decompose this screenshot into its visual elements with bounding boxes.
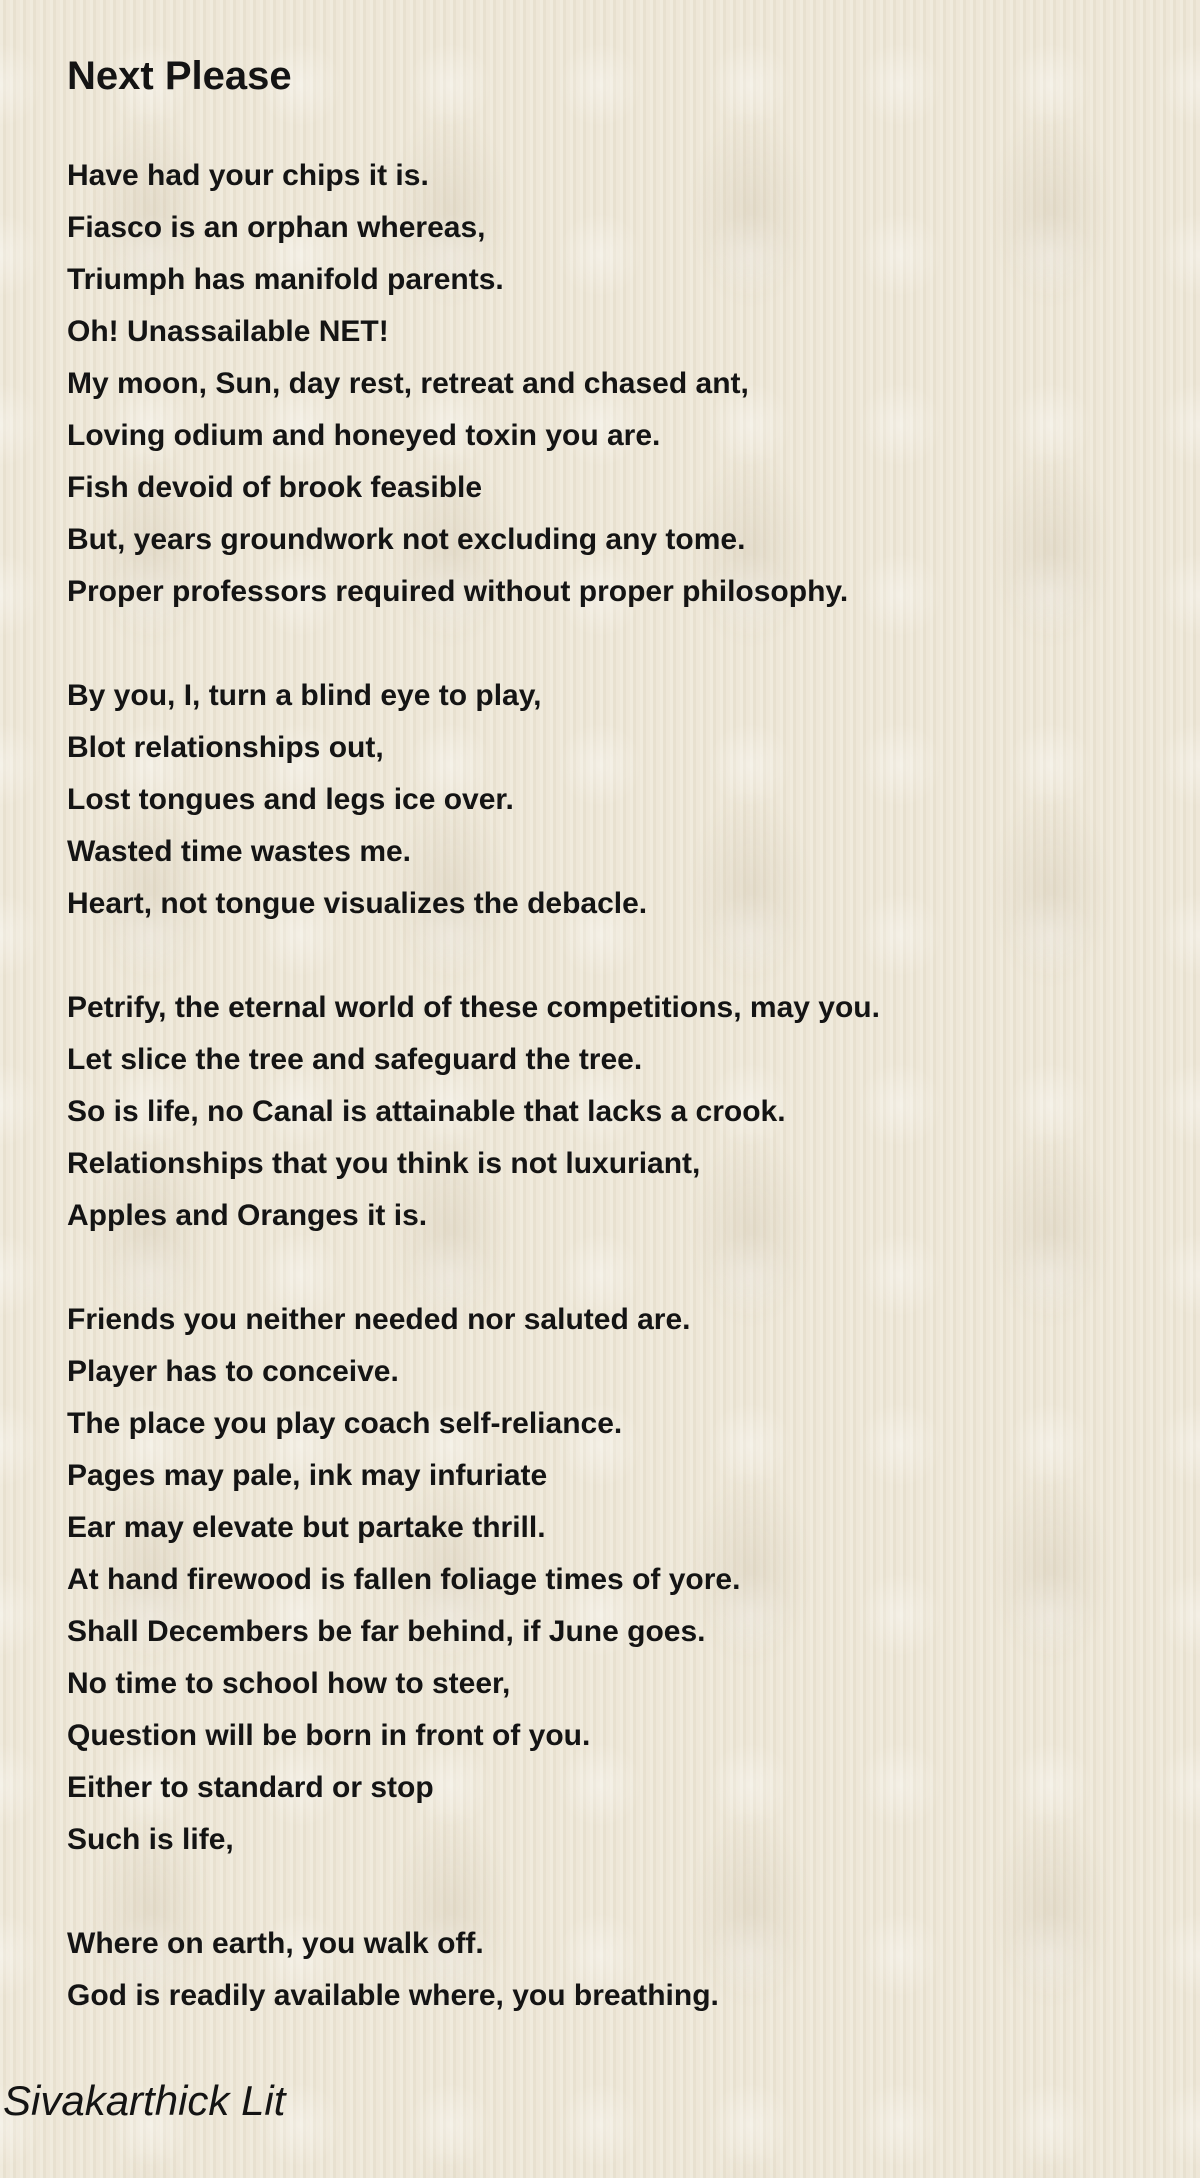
poem-line: Question will be born in front of you.	[67, 1719, 591, 1752]
poem-line: Shall Decembers be far behind, if June goes.	[67, 1615, 706, 1648]
poem-line: Blot relationships out,	[67, 731, 384, 764]
poem-line: Player has to conceive.	[67, 1355, 399, 1388]
author-signature: Sivakarthick Lit	[3, 2077, 286, 2124]
poem-line: Oh! Unassailable NET!	[67, 315, 389, 348]
poem-line: Triumph has manifold parents.	[67, 263, 504, 296]
stanza	[67, 150, 1147, 618]
poem-line: Fish devoid of brook feasible	[67, 471, 483, 504]
poem-line: By you, I, turn a blind eye to play,	[67, 679, 542, 712]
poem-line: Apples and Oranges it is.	[67, 1199, 428, 1232]
stanza	[67, 982, 1147, 1242]
poem-line: Wasted time wastes me.	[67, 835, 412, 868]
poem-line: Let slice the tree and safeguard the tree.	[67, 1043, 643, 1076]
poem-line: Friends you neither needed nor saluted are.	[67, 1303, 691, 1336]
poem-line: My moon, Sun, day rest, retreat and chased ant,	[67, 367, 749, 400]
poem-line: Where on earth, you walk off.	[67, 1927, 484, 1960]
poem-line: At hand firewood is fallen foliage times of yore.	[67, 1563, 741, 1596]
poem-body	[67, 150, 1147, 2074]
stanza	[67, 1918, 1147, 2022]
poem-title: Next Please	[67, 54, 292, 98]
poem-line: Either to standard or stop	[67, 1771, 434, 1804]
stanza	[67, 670, 1147, 930]
poem-line: So is life, no Canal is attainable that lacks a crook.	[67, 1095, 786, 1128]
poem-line: Relationships that you think is not luxuriant,	[67, 1147, 701, 1180]
poem-line: But, years groundwork not excluding any tome.	[67, 523, 746, 556]
poem-line: Petrify, the eternal world of these competitions, may you.	[67, 991, 880, 1024]
poem-line: Loving odium and honeyed toxin you are.	[67, 419, 661, 452]
poem-line: No time to school how to steer,	[67, 1667, 511, 1700]
poem-line: Heart, not tongue visualizes the debacle.	[67, 887, 648, 920]
poem-line: Such is life,	[67, 1823, 234, 1856]
poem-line: Fiasco is an orphan whereas,	[67, 211, 486, 244]
poem-line: Lost tongues and legs ice over.	[67, 783, 514, 816]
poem-line: Pages may pale, ink may infuriate	[67, 1459, 548, 1492]
poem-line: The place you play coach self-reliance.	[67, 1407, 623, 1440]
poem-line: God is readily available where, you breathing.	[67, 1979, 719, 2012]
stanza	[67, 1294, 1147, 1866]
poem-line: Ear may elevate but partake thrill.	[67, 1511, 546, 1544]
poem-line: Have had your chips it is.	[67, 159, 429, 192]
poem-line: Proper professors required without proper philosophy.	[67, 575, 849, 608]
